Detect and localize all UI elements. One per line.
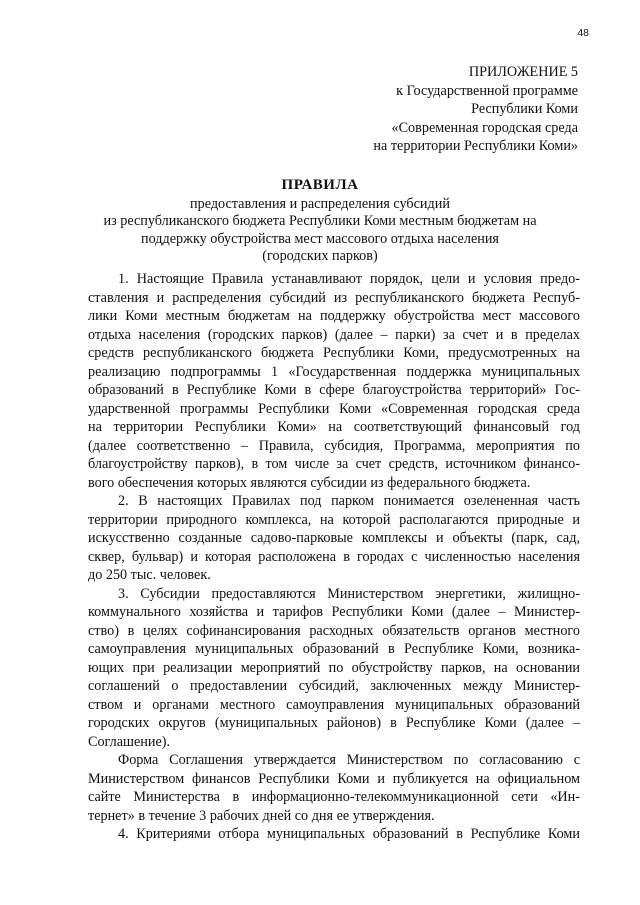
document-subtitle-line: из республиканского бюджета Республики Коми местным бюджетам на — [103, 213, 537, 229]
paragraph-line: соглашений о предоставлении субсидий, заключенных между Министер- — [88, 678, 580, 694]
paragraph-line: самоуправления муниципальных образований в Республике Коми, возника- — [88, 641, 580, 657]
paragraph-line: (далее соответственно – Правила, субсидия, Программа, мероприятия по — [88, 437, 580, 454]
paragraph — [88, 751, 580, 825]
annex-line: к Государственной программе — [396, 82, 578, 99]
document-body — [88, 270, 580, 844]
paragraph-line: ство) в целях софинансирования расходных обязательств органов местного — [88, 622, 580, 639]
document-title: ПРАВИЛА — [281, 177, 359, 193]
paragraph-line: отдыха населения (городских парков) (далее – парки) за счет и в пределах — [88, 326, 580, 343]
paragraph-line: территории природного комплекса, на которой располагаются природные и — [88, 511, 580, 528]
paragraph-line: 1. Настоящие Правила устанавливают порядок, цели и условия предо- — [118, 271, 580, 287]
paragraph — [88, 270, 580, 492]
paragraph — [88, 492, 580, 585]
paragraph-line: вого обеспечения которых являются субсидии из федерального бюджета. — [88, 474, 531, 491]
paragraph-line: ющих при реализации мероприятий по обустройству парков, на основании — [88, 659, 580, 676]
page-number: 48 — [577, 27, 589, 39]
document-subtitle-line: (городских парков) — [262, 248, 378, 264]
paragraph-line: сайте Министерства в информационно-телекоммуникационной сети «Ин- — [88, 789, 580, 805]
paragraph — [88, 585, 580, 752]
paragraph-line: ударственной программы Республики Коми «Современная городская среда — [88, 400, 580, 417]
paragraph-line: 2. В настоящих Правилах под парком понимается озелененная часть — [118, 493, 580, 509]
paragraph-line: до 250 тыс. человек. — [88, 567, 211, 583]
paragraph-line: Министерством финансов Республики Коми и публикуется на официальном — [88, 770, 580, 787]
document-subtitle-line: поддержку обустройства мест массового отдыха населения — [141, 230, 499, 247]
document-subtitle-line: предоставления и распределения субсидий — [190, 195, 450, 212]
paragraph-line: Соглашение). — [88, 733, 171, 750]
annex-header — [373, 63, 578, 156]
paragraph-line: ставления и распределения субсидий из республиканского бюджета Респуб- — [88, 289, 580, 306]
paragraph-line: Форма Соглашения утверждается Министерством по согласованию с — [118, 752, 580, 768]
paragraph-line: ством и органами местного самоуправления муниципальных образований — [88, 696, 580, 713]
paragraph-line: сквер, бульвар) и которая расположена в городах с численностью населения — [88, 548, 580, 565]
paragraph-line: лики Коми местным бюджетам на поддержку обустройства мест массового — [88, 308, 580, 324]
paragraph — [88, 825, 580, 844]
paragraph-line: благоустройству парков), в том числе за счет средств, источником финансо- — [88, 456, 580, 472]
paragraph-line: 3. Субсидии предоставляются Министерством энергетики, жилищно- — [118, 585, 580, 602]
paragraph-line: средств республиканского бюджета Республики Коми, предусмотренных на — [88, 345, 580, 361]
annex-line: на территории Республики Коми» — [373, 138, 578, 154]
paragraph-line: образований в Республике Коми в сфере благоустройства территорий» Гос- — [88, 382, 580, 398]
paragraph-line: городских округов (муниципальных районов) в Республике Коми (далее – — [88, 715, 580, 731]
title-block — [0, 177, 640, 266]
annex-line: «Современная городская среда — [391, 119, 578, 136]
paragraph-line: искусственно созданные садово-парковые комплексы и объекты (парк, сад, — [88, 530, 580, 546]
annex-line: ПРИЛОЖЕНИЕ 5 — [468, 64, 578, 80]
paragraph-line: коммунального хозяйства и тарифов Республики Коми (далее – Министер- — [88, 604, 580, 620]
paragraph-line: реализацию подпрограммы 1 «Государственная поддержка муниципальных — [88, 363, 580, 380]
paragraph-line: 4. Критериями отбора муниципальных образований в Республике Коми — [118, 826, 580, 842]
paragraph-line: на территории Республики Коми» на соответствующий финансовый год — [88, 419, 580, 435]
annex-line: Республики Коми — [471, 101, 578, 117]
paragraph-line: тернет» в течение 3 рабочих дней со дня ее утверждения. — [88, 807, 435, 824]
